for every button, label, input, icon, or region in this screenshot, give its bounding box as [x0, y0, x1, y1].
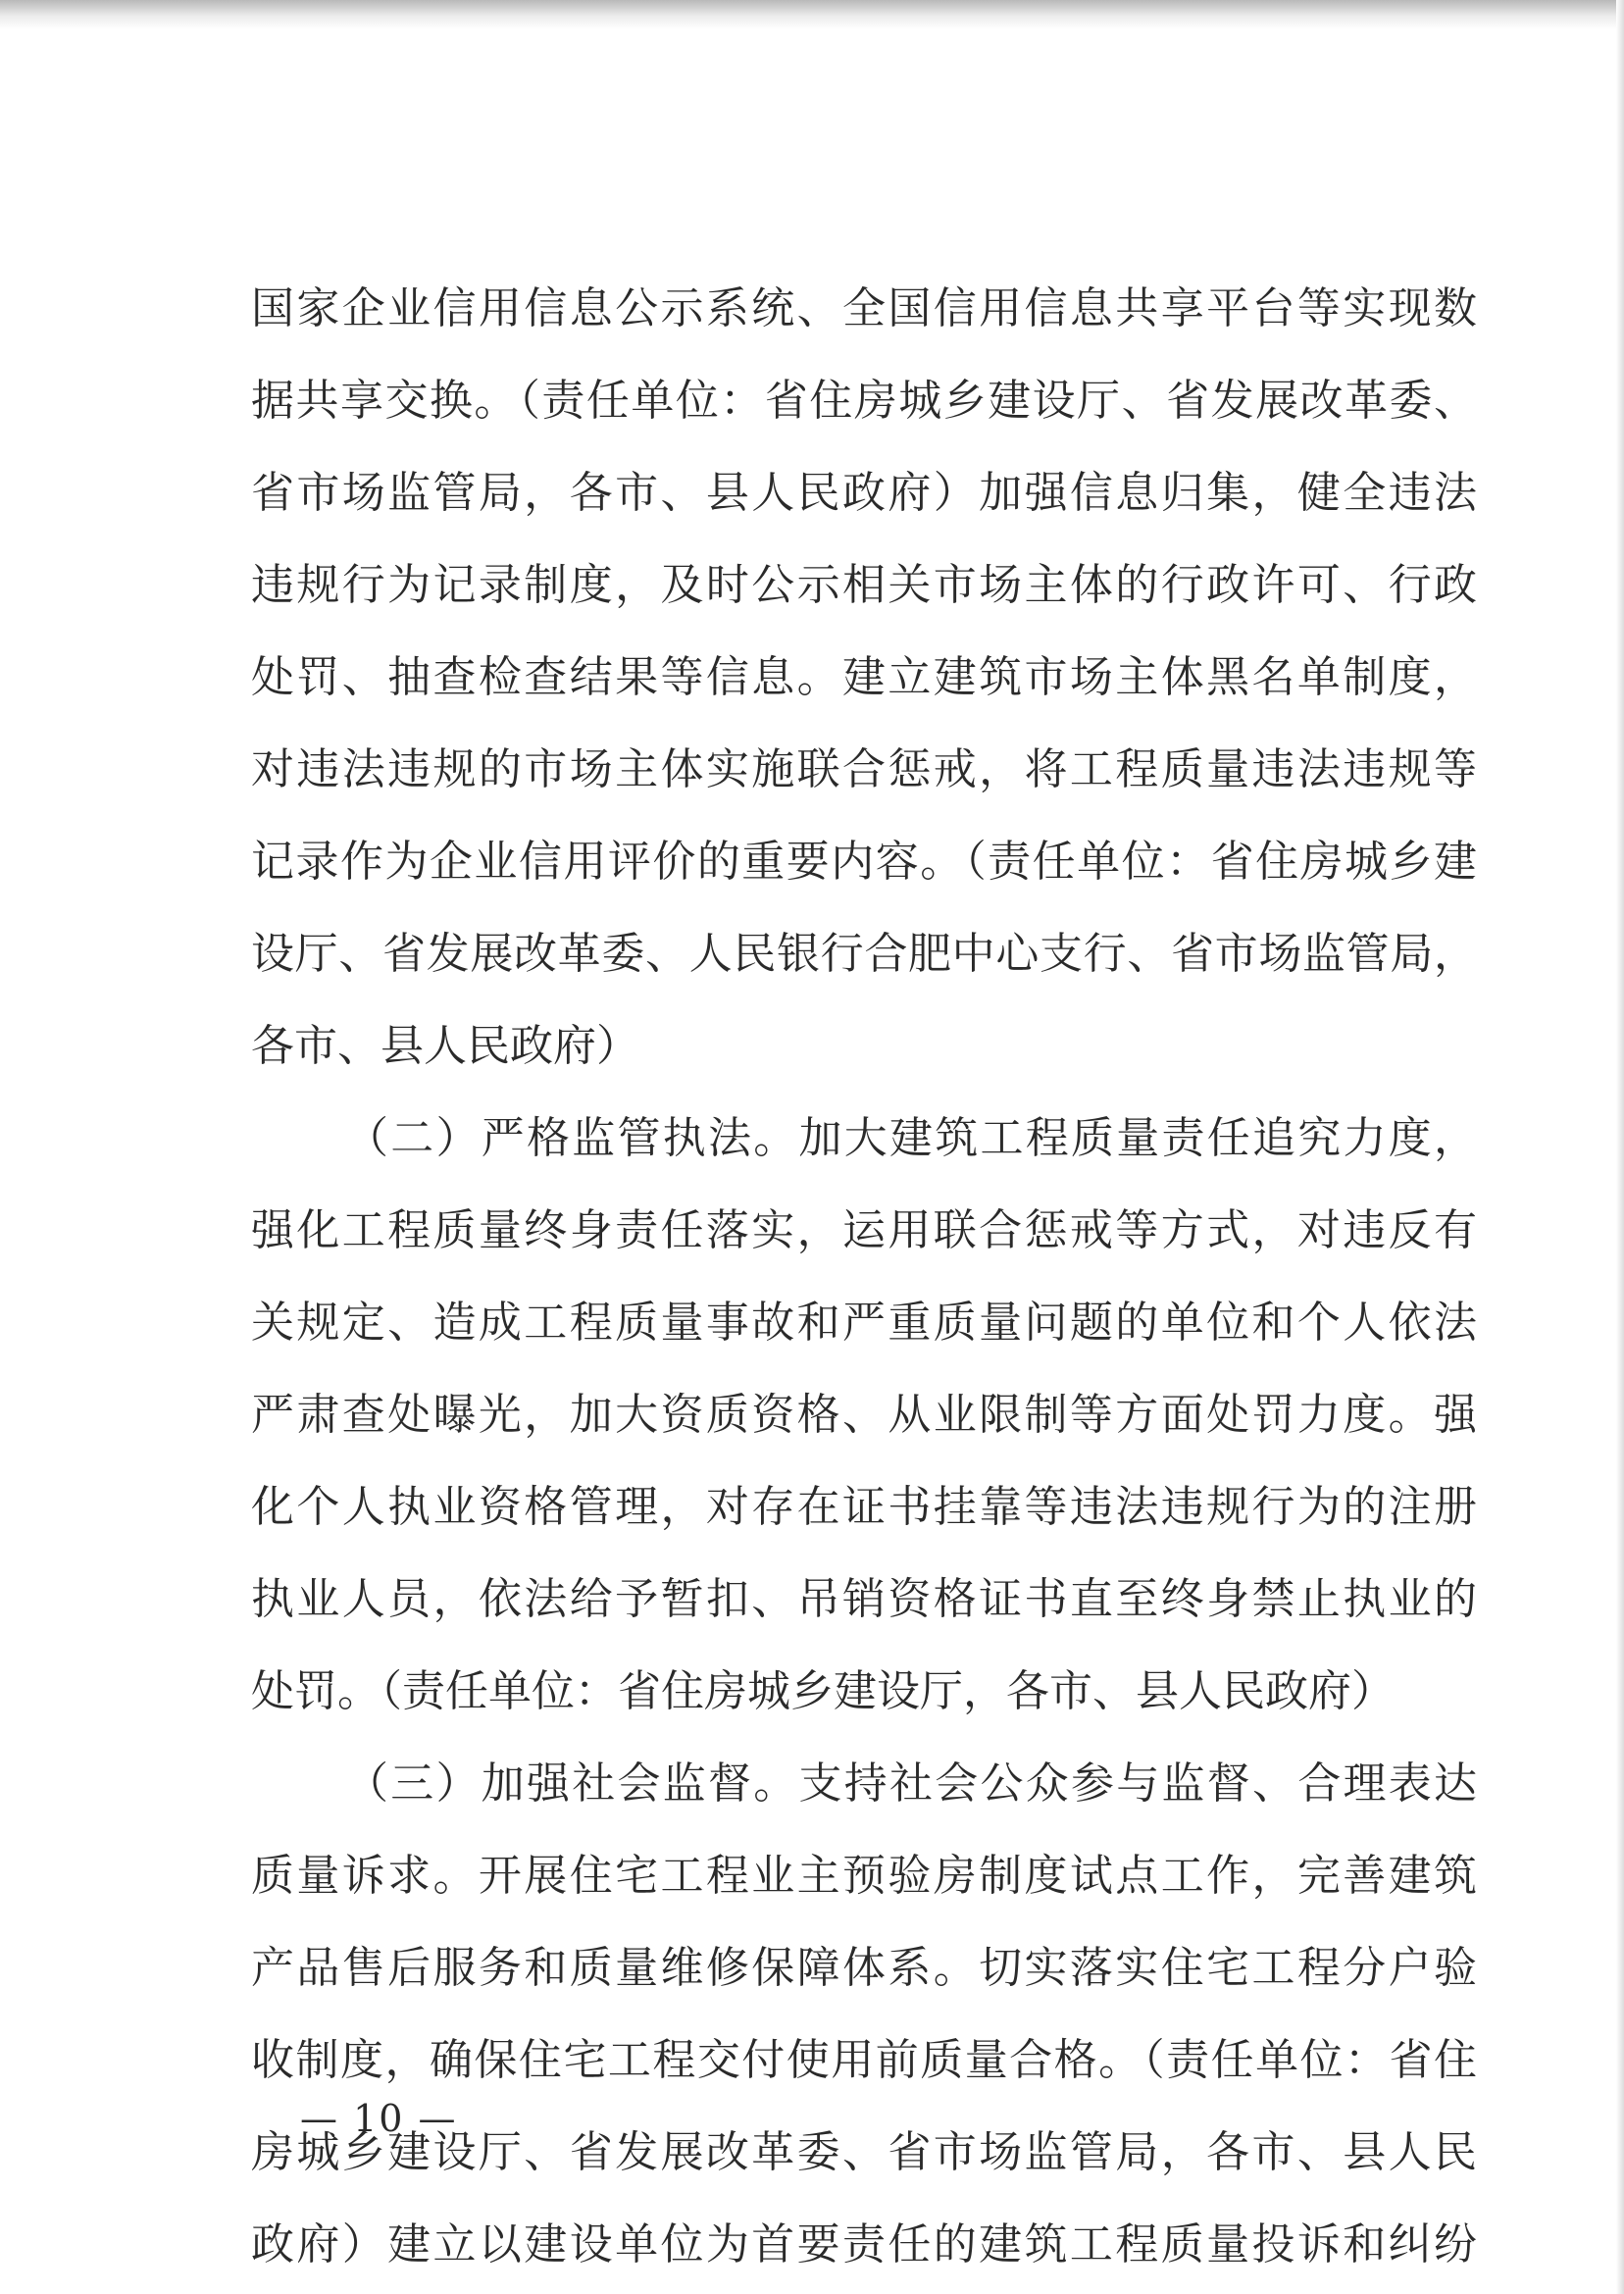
text-line: 省市场监管局，各市、县人民政府）加强信息归集，健全违法 [251, 468, 1477, 518]
text-line: 处罚、抽查检查结果等信息。建立建筑市场主体黑名单制度， [251, 652, 1477, 702]
section-heading-line: （三）加强社会监督。支持社会公众参与监督、合理表达 [345, 1759, 1477, 1809]
text-line: 执业人员，依法给予暂扣、吊销资格证书直至终身禁止执业的 [251, 1574, 1477, 1624]
text-line: 记录作为企业信用评价的重要内容。（责任单位：省住房城乡建 [251, 837, 1477, 887]
text-line: 处罚。（责任单位：省住房城乡建设厅，各市、县人民政府） [251, 1666, 1395, 1716]
page-number: — 10 — [300, 2097, 458, 2140]
text-line: 政府）建立以建设单位为首要责任的建筑工程质量投诉和纠纷 [251, 2219, 1477, 2269]
text-line: 产品售后服务和质量维修保障体系。切实落实住宅工程分户验 [251, 1943, 1477, 1993]
text-line: 化个人执业资格管理，对存在证书挂靠等违法违规行为的注册 [251, 1482, 1477, 1532]
text-line: 质量诉求。开展住宅工程业主预验房制度试点工作，完善建筑 [251, 1851, 1477, 1901]
text-line: 国家企业信用信息公示系统、全国信用信息共享平台等实现数 [251, 283, 1477, 333]
text-line: 据共享交换。（责任单位：省住房城乡建设厅、省发展改革委、 [251, 376, 1477, 426]
scan-edge-right [1616, 0, 1624, 2294]
scan-edge-top [0, 0, 1624, 29]
text-line: 对违法违规的市场主体实施联合惩戒，将工程质量违法违规等 [251, 744, 1477, 794]
text-line: 各市、县人民政府） [251, 1021, 639, 1071]
section-heading-line: （二）严格监管执法。加大建筑工程质量责任追究力度， [345, 1113, 1477, 1163]
text-line: 设厅、省发展改革委、人民银行合肥中心支行、省市场监管局， [251, 929, 1477, 979]
text-line: 严肃查处曝光，加大资质资格、从业限制等方面处罚力度。强 [251, 1390, 1477, 1440]
text-line: 房城乡建设厅、省发展改革委、省市场监管局，各市、县人民 [251, 2127, 1477, 2177]
text-line: 强化工程质量终身责任落实，运用联合惩戒等方式，对违反有 [251, 1205, 1477, 1255]
document-body [251, 263, 1477, 2291]
text-line: 关规定、造成工程质量事故和严重质量问题的单位和个人依法 [251, 1298, 1477, 1348]
text-line: 违规行为记录制度，及时公示相关市场主体的行政许可、行政 [251, 560, 1477, 610]
text-line: 收制度，确保住宅工程交付使用前质量合格。（责任单位：省住 [251, 2035, 1477, 2085]
